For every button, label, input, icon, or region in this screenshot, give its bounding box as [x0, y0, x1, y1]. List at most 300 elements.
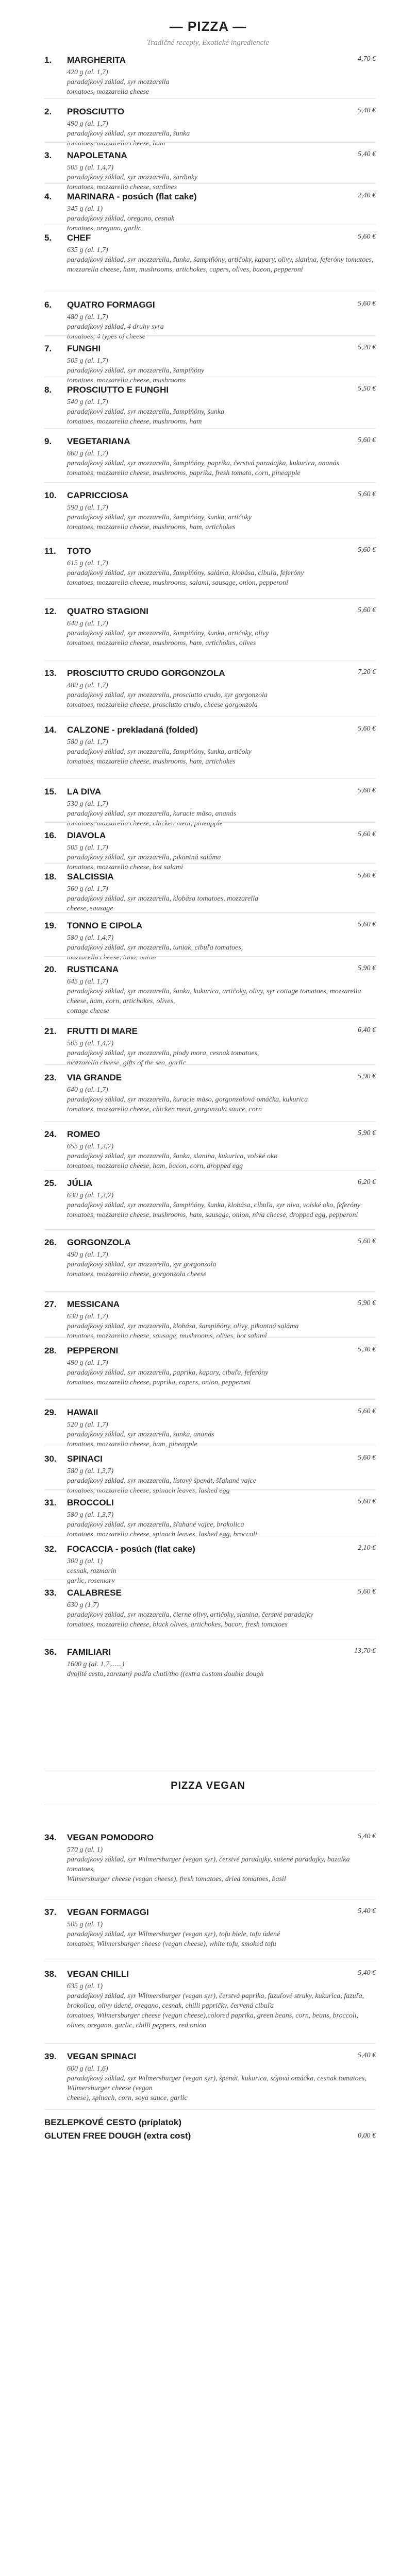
- menu-item: [0, 232, 416, 275]
- menu-item-description-sk: paradajkový základ, syr mozzarella, šampiňóny, šunka, artičoky, olivy: [67, 630, 269, 637]
- menu-item-description-sk: paradajkový základ, syr mozzarella, šunka, šampiňóny, artičoky, kapary, olivy, slanina, feferóny tomatoes,: [67, 256, 374, 264]
- menu-item-weight: 540 g (al. 1,7): [67, 398, 108, 406]
- menu-item-name: TOTO: [67, 546, 91, 556]
- menu-item-price: 5,60 €: [358, 1498, 376, 1505]
- menu-item-description-sk: paradajkový základ, syr mozzarella, tuniak, cibuľa tomatoes,: [67, 944, 243, 952]
- menu-item-price: 5,20 €: [358, 344, 376, 351]
- menu-item-number: 6.: [44, 300, 52, 310]
- menu-item-price: 5,60 €: [358, 831, 376, 838]
- menu-item: [0, 605, 416, 648]
- menu-item: [0, 149, 416, 192]
- menu-item-description-sk: paradajkový základ, syr mozzarella, šampiňóny, saláma, klobása, cibuľa, feferóny: [67, 569, 304, 577]
- menu-item-description-en: tomatoes, mozzarella cheese, gorgonzola cheese: [67, 1270, 207, 1278]
- menu-item-description-en: tomatoes, mozzarella cheese, spinach leaves, lashed egg: [67, 1487, 230, 1495]
- menu-item-name: VEGETARIANA: [67, 436, 130, 446]
- menu-item-head: [44, 963, 376, 976]
- menu-item-description-sk: paradajkový základ, syr Wilmersburger (vegan syr), tofu biele, tofu údené: [67, 1930, 280, 1938]
- menu-item-description-en: tomatoes, mozzarella cheese, paprika, capers, onion, pepperoni: [67, 1379, 251, 1386]
- menu-item-name: CHEF: [67, 233, 91, 243]
- menu-item-price: 5,60 €: [358, 921, 376, 928]
- menu-item-price: 5,60 €: [358, 1454, 376, 1462]
- menu-item-weight: 490 g (al. 1,7): [67, 120, 108, 128]
- menu-item-number: 24.: [44, 1129, 57, 1139]
- menu-item-name: FOCACCIA - posúch (flat cake): [67, 1544, 195, 1554]
- menu-item-description-sk: paradajkový základ, syr mozzarella, šampiňóny, šunka: [67, 408, 225, 416]
- menu-item-description-en: tomatoes, mozzarella cheese, sardines: [67, 183, 177, 191]
- menu-item-price: 4,70 €: [358, 55, 376, 63]
- menu-item-weight: 640 g (al. 1,7): [67, 1086, 108, 1094]
- menu-item-price: 2,10 €: [358, 1544, 376, 1552]
- menu-item-name: NAPOLETANA: [67, 150, 127, 160]
- menu-item-head: [44, 191, 376, 203]
- menu-item-weight: 560 g (al. 1,7): [67, 885, 108, 893]
- menu-item-weight: 490 g (al. 1,7): [67, 1251, 108, 1259]
- menu-item-number: 18.: [44, 872, 57, 882]
- menu-item-price: 5,90 €: [358, 1299, 376, 1307]
- gluten-free-label-sk: BEZLEPKOVÉ CESTO (príplatok): [44, 2117, 182, 2127]
- menu-item: [0, 1128, 416, 1171]
- menu-item-description-en: tomatoes, mozzarella cheese, mushrooms, ham: [67, 418, 202, 426]
- item-divider: [44, 482, 376, 483]
- menu-item-description-en: tomatoes, Wilmersburger cheese (vegan cheese), white tofu, smoked tofu: [67, 1940, 276, 1948]
- menu-item-description-en: mozzarella cheese, gifts of the sea, garlic: [67, 1059, 186, 1067]
- menu-item-number: 23.: [44, 1073, 57, 1082]
- menu-item-price: 5,60 €: [358, 606, 376, 614]
- menu-item-weight: 520 g (al. 1,7): [67, 1421, 108, 1429]
- menu-item-description-en: tomatoes, mozzarella cheese, mushrooms, ham, sausage, onion, niva cheese, dropped egg, pepperoni: [67, 1211, 358, 1219]
- menu-item: [0, 191, 416, 233]
- vegan-section-title: PIZZA VEGAN: [171, 1780, 245, 1791]
- menu-item-description-sk: paradajkový základ, syr Wilmersburger (vegan syr), čerstvá paprika, fazuľové struky, kukurica, fazuľa, brokolica, olivy údené, oregano, cesnak, chilli papričky, červená cibuľa: [67, 1992, 364, 2010]
- menu-item: [0, 1345, 416, 1387]
- menu-item-weight: 580 g (al. 1,4,7): [67, 934, 114, 942]
- menu-item: [0, 963, 416, 1016]
- menu-item-number: 16.: [44, 831, 57, 840]
- menu-item-price: 2,40 €: [358, 192, 376, 199]
- menu-item-price: 5,90 €: [358, 1129, 376, 1137]
- item-divider: [44, 956, 376, 957]
- menu-item-head: [44, 545, 376, 557]
- menu-item-weight: 635 g (al. 1,7): [67, 246, 108, 254]
- menu-item-description-sk: paradajkový základ, oregano, cesnak: [67, 215, 175, 223]
- menu-item-number: 4.: [44, 192, 52, 201]
- menu-item-name: VEGAN CHILLI: [67, 1969, 129, 1979]
- menu-subtitle: Tradičné recepty, Exotické ingrediencie: [146, 39, 270, 47]
- menu-item-number: 25.: [44, 1178, 57, 1188]
- menu-item-name: MARGHERITA: [67, 55, 126, 65]
- item-divider: [44, 2109, 376, 2110]
- menu-item-head: [44, 1453, 376, 1465]
- item-divider: [44, 863, 376, 864]
- menu-item-description-sk: paradajkový základ, syr mozzarella, šunka, ananás: [67, 1431, 214, 1438]
- menu-item-number: 27.: [44, 1299, 57, 1309]
- menu-item-description-en: dvojité cesto, zarezaný podľa chuti/tho ((extra custom double dough: [67, 1670, 264, 1678]
- menu-item-head: [44, 1072, 376, 1084]
- menu-item-description-en: tomatoes, mozzarella cheese, sausage, mushrooms, olives, hot salami: [67, 1332, 267, 1340]
- menu-item-weight: 640 g (al. 1,7): [67, 620, 108, 628]
- menu-item-head: [44, 786, 376, 798]
- menu-item-weight: 645 g (al. 1,7): [67, 978, 108, 986]
- menu-item-weight: 630 g (1,7): [67, 1601, 99, 1609]
- menu-item-weight: 505 g (al. 1,4,7): [67, 1040, 114, 1047]
- menu-item-price: 5,60 €: [358, 725, 376, 733]
- menu-item-number: 34.: [44, 1833, 57, 1842]
- menu-item-name: QUATRO STAGIONI: [67, 606, 149, 616]
- gluten-free-label-en: GLUTEN FREE DOUGH (extra cost): [44, 2131, 191, 2141]
- menu-item-description-sk: paradajkový základ, syr mozzarella, čierne olivy, artičoky, slanina, čerstvé paradajky: [67, 1611, 313, 1619]
- menu-item-price: 5,40 €: [358, 1907, 376, 1915]
- menu-item: [0, 1406, 416, 1449]
- item-divider: [44, 1121, 376, 1122]
- menu-item-name: ROMEO: [67, 1129, 101, 1139]
- menu-item: [0, 54, 416, 97]
- menu-item-head: [44, 829, 376, 842]
- menu-item-price: 5,60 €: [358, 1408, 376, 1415]
- menu-item-price: 13,70 €: [354, 1647, 376, 1655]
- menu-item-price: 5,40 €: [358, 150, 376, 158]
- menu-item-weight: 580 g (al. 1,3,7): [67, 1511, 114, 1519]
- menu-item-head: [44, 1025, 376, 1038]
- menu-item: [0, 1646, 416, 1679]
- menu-item-description-en: Wilmersburger cheese (vegan cheese), fresh tomatoes, dried tomatoes, basil: [67, 1875, 286, 1883]
- menu-item-number: 33.: [44, 1588, 57, 1598]
- menu-item-weight: 635 g (al. 1): [67, 1982, 103, 1990]
- menu-item-description-sk: paradajkový základ, syr mozzarella, syr gorgonzola: [67, 1261, 217, 1268]
- item-divider: [44, 778, 376, 779]
- menu-item-description-en: tomatoes, mozzarella cheese, mushrooms, ham, artichokes: [67, 758, 236, 766]
- menu-item: [0, 724, 416, 767]
- menu-item-price: 5,60 €: [358, 872, 376, 879]
- menu-item-number: 37.: [44, 1907, 57, 1917]
- menu-item-description-sk: paradajkový základ, syr mozzarella, šampiňóny, paprika, čerstvá paradajka, kukurica, ananás: [67, 460, 339, 467]
- menu-item: [0, 1587, 416, 1630]
- menu-item-name: CALZONE - prekladaná (folded): [67, 725, 198, 735]
- menu-item-description-sk: paradajkový základ, syr mozzarella, šunka, kukurica, artičoky, olivy, syr cottage tomatoes, mozzarella cheese, ham, corn, artichokes, olives,: [67, 988, 361, 1005]
- menu-item-price: 5,60 €: [358, 233, 376, 241]
- menu-item-weight: 505 g (al. 1,7): [67, 844, 108, 852]
- menu-item-head: [44, 2050, 376, 2063]
- menu-item-number: 5.: [44, 233, 52, 243]
- menu-item-price: 5,60 €: [358, 1238, 376, 1245]
- menu-item-description-en: garlic, rosemary: [67, 1577, 115, 1585]
- menu-item-description-sk: paradajkový základ, syr mozzarella, sardinky: [67, 174, 198, 181]
- menu-item-description-sk: paradajkový základ, syr mozzarella, šampiňóny, šunka, artičoky: [67, 748, 252, 756]
- item-divider: [44, 142, 376, 143]
- item-divider: [44, 1018, 376, 1019]
- menu-item-description-en: tomatoes, mozzarella cheese, mushrooms, paprika, fresh tomato, corn, pineapple: [67, 469, 301, 477]
- menu-item-name: SALCISSIA: [67, 872, 114, 882]
- menu-item-head: [44, 384, 376, 396]
- menu-item: [0, 2050, 416, 2103]
- menu-item-number: 12.: [44, 606, 57, 616]
- menu-item: [0, 435, 416, 478]
- menu-item-head: [44, 1298, 376, 1311]
- menu-item-name: CAPRICCIOSA: [67, 490, 129, 500]
- menu-item: [0, 871, 416, 913]
- menu-item-name: VEGAN SPINACI: [67, 2052, 137, 2061]
- menu-item-description-en: tomatoes, mozzarella cheese, black olives, artichokes, bacon, fresh tomatoes: [67, 1621, 288, 1629]
- menu-item-description-en: tomatoes, mozzarella cheese, ham, pineapple: [67, 1440, 197, 1448]
- menu-item-name: HAWAII: [67, 1408, 98, 1417]
- menu-item-weight: 630 g (al. 1,3,7): [67, 1192, 114, 1199]
- menu-item-price: 5,60 €: [358, 490, 376, 498]
- menu-item-number: 39.: [44, 2052, 57, 2061]
- menu-item-name: FUNGHI: [67, 344, 101, 353]
- menu-item-name: BROCCOLI: [67, 1498, 114, 1507]
- menu-item: [0, 545, 416, 588]
- menu-item-name: PROSCIUTTO CRUDO GORGONZOLA: [67, 668, 225, 678]
- menu-item-description-en: tomatoes, mozzarella cheese, chicken meat, pineapple: [67, 820, 223, 827]
- menu-item-description-en: tomatoes, oregano, garlic: [67, 225, 142, 232]
- item-divider: [44, 1229, 376, 1230]
- item-divider: [44, 1170, 376, 1171]
- menu-item-description-sk: paradajkový základ, syr mozzarella, šampiňóny: [67, 367, 205, 375]
- menu-item-name: LA DIVA: [67, 787, 102, 796]
- gluten-free-price: 0,00 €: [358, 2132, 376, 2140]
- menu-item-number: 38.: [44, 1969, 57, 1979]
- item-divider: [44, 822, 376, 823]
- menu-item: [0, 1906, 416, 1949]
- menu-item-head: [44, 343, 376, 355]
- menu-item-price: 6,40 €: [358, 1026, 376, 1034]
- menu-item-head: [44, 605, 376, 618]
- menu-item-weight: 480 g (al. 1,7): [67, 313, 108, 321]
- menu-item-weight: 1600 g (al. 1,7,......): [67, 1660, 125, 1668]
- menu-item-number: 8.: [44, 385, 52, 395]
- menu-item: [0, 343, 416, 385]
- menu-item-description-en: tomatoes, mozzarella cheese, spinach leaves, lashed egg, broccoli: [67, 1531, 257, 1538]
- menu-item-head: [44, 489, 376, 502]
- menu-item-description-sk: paradajkový základ, syr mozzarella, pikantná saláma: [67, 854, 221, 861]
- menu-item-number: 10.: [44, 490, 57, 500]
- menu-item-head: [44, 232, 376, 244]
- item-divider: [44, 1399, 376, 1400]
- menu-item-price: 5,90 €: [358, 1073, 376, 1080]
- item-divider: [44, 1489, 376, 1490]
- menu-item-head: [44, 1587, 376, 1599]
- menu-item-description-sk: paradajkový základ, syr mozzarella, kuracie mäso, ananás: [67, 810, 237, 818]
- menu-item-number: 29.: [44, 1408, 57, 1417]
- menu-item-price: 5,50 €: [358, 385, 376, 393]
- item-divider: [44, 335, 376, 336]
- menu-item-weight: 345 g (al. 1): [67, 205, 103, 213]
- menu-item-name: DIAVOLA: [67, 831, 106, 840]
- menu-item-number: 31.: [44, 1498, 57, 1507]
- menu-item-number: 13.: [44, 668, 57, 678]
- menu-item-head: [44, 1345, 376, 1357]
- menu-item-description-en: tomatoes, mozzarella cheese, mushrooms, salami, sausage, onion, pepperoni: [67, 579, 288, 587]
- menu-item-description-sk: paradajkový základ, syr mozzarella, šunka: [67, 130, 190, 138]
- menu-item-price: 5,30 €: [358, 1346, 376, 1353]
- menu-item-head: [44, 299, 376, 311]
- menu-item-number: 20.: [44, 964, 57, 974]
- menu-item-weight: 590 g (al. 1,7): [67, 504, 108, 512]
- menu-item-weight: 505 g (al. 1): [67, 1921, 103, 1928]
- menu-item-head: [44, 1832, 376, 1844]
- item-divider: [44, 1337, 376, 1338]
- item-divider: [44, 912, 376, 913]
- menu-item-description-sk: paradajkový základ, syr mozzarella, šľahané vajce, brokolica: [67, 1521, 244, 1529]
- item-divider: [44, 1291, 376, 1292]
- menu-item-description-en: cheese), spinach, corn, soya sauce, garlic: [67, 2094, 188, 2102]
- menu-item-number: 7.: [44, 344, 52, 353]
- menu-item-head: [44, 667, 376, 680]
- menu-item-weight: 505 g (al. 1,7): [67, 357, 108, 365]
- menu-item-head: [44, 149, 376, 162]
- menu-item-price: 5,40 €: [358, 1833, 376, 1840]
- menu-item-head: [44, 1906, 376, 1919]
- menu-item-head: [44, 54, 376, 66]
- menu-item-weight: 630 g (al. 1,7): [67, 1313, 108, 1320]
- menu-item: [0, 384, 416, 427]
- menu-item-price: 5,90 €: [358, 964, 376, 972]
- menu-item-name: GORGONZOLA: [67, 1238, 131, 1247]
- menu-item-number: 1.: [44, 55, 52, 65]
- menu-item-head: [44, 1497, 376, 1509]
- menu-item-head: [44, 1177, 376, 1190]
- menu-item-price: 5,40 €: [358, 1969, 376, 1977]
- menu-title: — PIZZA —: [169, 19, 247, 34]
- menu-item-description-sk: paradajkový základ, syr mozzarella, plody mora, cesnak tomatoes,: [67, 1049, 259, 1057]
- menu-item-price: 5,60 €: [358, 300, 376, 308]
- menu-item: [0, 1832, 416, 1884]
- menu-item-description-sk: paradajkový základ, syr mozzarella, šampiňóny, šunka, artičoky: [67, 514, 252, 521]
- item-divider: [44, 98, 376, 99]
- menu-item-weight: 505 g (al. 1,4,7): [67, 164, 114, 172]
- menu-item-name: PROSCIUTTO: [67, 107, 125, 116]
- menu-item-description-en: tomatoes, mozzarella cheese, chicken meat, gorgonzola sauce, corn: [67, 1106, 262, 1113]
- menu-item: [0, 667, 416, 710]
- menu-item-number: 11.: [44, 546, 56, 556]
- menu-item-number: 36.: [44, 1647, 57, 1657]
- menu-item-price: 7,20 €: [358, 668, 376, 676]
- menu-item-description-sk: paradajkový základ, syr mozzarella, listový špenát, šľahané vajce: [67, 1477, 256, 1485]
- menu-item-name: FRUTTI DI MARE: [67, 1026, 138, 1036]
- menu-item-description-en: tomatoes, mozzarella cheese, ham, bacon, corn, dropped egg: [67, 1162, 243, 1170]
- menu-item-number: 30.: [44, 1454, 57, 1464]
- menu-item: [0, 489, 416, 532]
- menu-item-price: 5,60 €: [358, 787, 376, 794]
- menu-item-name: PEPPERONI: [67, 1346, 119, 1355]
- menu-item-head: [44, 871, 376, 883]
- menu-item: [0, 1072, 416, 1114]
- menu-item-name: QUATRO FORMAGGI: [67, 300, 155, 310]
- menu-item-price: 5,60 €: [358, 1588, 376, 1596]
- item-divider: [44, 1899, 376, 1900]
- menu-item-description-en: mozzarella cheese, ham, mushrooms, artichokes, capers, olives, bacon, pepperoni: [67, 266, 303, 274]
- menu-item-description-en: tomatoes, 4 types of cheese: [67, 333, 146, 341]
- menu-item-name: RUSTICANA: [67, 964, 119, 974]
- menu-item-head: [44, 920, 376, 932]
- menu-item-head: [44, 1646, 376, 1658]
- menu-item-weight: 580 g (al. 1,3,7): [67, 1467, 114, 1475]
- menu-item-number: 15.: [44, 787, 57, 796]
- item-divider: [44, 428, 376, 429]
- menu-item-name: PROSCIUTTO E FUNGHI: [67, 385, 169, 395]
- menu-item-description-sk: paradajkový základ, syr mozzarella, klobása tomatoes, mozzarella: [67, 895, 259, 903]
- menu-item-description-sk: paradajkový základ, syr mozzarella, kuracie mäso, gorgonzolová omáčka, kukurica: [67, 1096, 308, 1104]
- menu-item-name: MARINARA - posúch (flat cake): [67, 192, 197, 201]
- menu-item-number: 32.: [44, 1544, 57, 1554]
- menu-item-description-en: tomatoes, mozzarella cheese, prosciutto crudo, cheese gorgonzola: [67, 701, 258, 709]
- menu-item-weight: 300 g (al. 1): [67, 1557, 103, 1565]
- menu-item-description-sk: paradajkový základ, syr mozzarella, šunka, slanina, kukurica, volské oko: [67, 1153, 278, 1160]
- menu-item-number: 26.: [44, 1238, 57, 1247]
- menu-item-head: [44, 1968, 376, 1980]
- menu-item-weight: 660 g (al. 1,7): [67, 450, 108, 457]
- menu-item: [0, 1298, 416, 1341]
- menu-item: [0, 1025, 416, 1068]
- menu-item-price: 5,60 €: [358, 436, 376, 444]
- menu-item-name: JÚLIA: [67, 1178, 93, 1188]
- menu-item-description-en: tomatoes, mozzarella cheese, mushrooms, ham, artichokes, olives: [67, 639, 256, 647]
- menu-item-weight: 655 g (al. 1,3,7): [67, 1143, 114, 1150]
- menu-item: [0, 1497, 416, 1539]
- menu-item-weight: 490 g (al. 1,7): [67, 1359, 108, 1367]
- item-divider: [44, 1064, 376, 1065]
- menu-item-description-en: tomatoes, mozzarella cheese, ham: [67, 140, 165, 147]
- menu-item-number: 28.: [44, 1346, 57, 1355]
- menu-item-weight: 600 g (al. 1,6): [67, 2065, 108, 2073]
- menu-item-number: 19.: [44, 921, 57, 930]
- menu-item-description-en: tomatoes, mozzarella cheese, mushrooms, ham, artichokes: [67, 523, 236, 531]
- menu-item-number: 21.: [44, 1026, 57, 1036]
- menu-item-description-sk: paradajkový základ, 4 druhy syra: [67, 323, 164, 331]
- menu-item-name: SPINACI: [67, 1454, 103, 1464]
- menu-item-head: [44, 106, 376, 118]
- menu-item-number: 14.: [44, 725, 57, 735]
- menu-item-head: [44, 1128, 376, 1141]
- menu-item-weight: 480 g (al. 1,7): [67, 682, 108, 689]
- menu-item-price: 5,60 €: [358, 546, 376, 554]
- menu-item-description-sk: paradajkový základ, syr mozzarella: [67, 78, 170, 86]
- menu-item-weight: 570 g (al. 1): [67, 1846, 103, 1854]
- menu-item-description-en: tomatoes, Wilmersburger cheese (vegan cheese),colored paprika, green beans, corn, beans, broccoli, olives, oregano, garlic, chilli peppers, red onion: [67, 2012, 359, 2029]
- menu-item-description-en: mozzarella cheese, tuna, onion: [67, 954, 156, 961]
- menu-item-name: VIA GRANDE: [67, 1073, 122, 1082]
- menu-item-description-en: tomatoes, mozzarella cheese, hot salami: [67, 863, 184, 871]
- menu-item-head: [44, 1236, 376, 1249]
- menu-item-description-sk: cesnak, rozmarín: [67, 1567, 117, 1575]
- menu-item-weight: 580 g (al. 1,7): [67, 738, 108, 746]
- menu-header: [0, 0, 416, 47]
- menu-item-price: 5,40 €: [358, 107, 376, 114]
- menu-item-number: 2.: [44, 107, 52, 116]
- menu-item-name: FAMILIARI: [67, 1647, 111, 1657]
- menu-item-weight: 530 g (al. 1,7): [67, 800, 108, 808]
- menu-item-head: [44, 724, 376, 736]
- menu-item: [0, 829, 416, 872]
- menu-item-weight: 615 g (al. 1,7): [67, 560, 108, 567]
- menu-item-name: TONNO E CIPOLA: [67, 921, 143, 930]
- menu-item: [0, 1236, 416, 1279]
- menu-item-price: 6,20 €: [358, 1178, 376, 1186]
- menu-item-head: [44, 435, 376, 448]
- menu-item-name: VEGAN FORMAGGI: [67, 1907, 149, 1917]
- menu-item-head: [44, 1406, 376, 1419]
- menu-item-description-en: cheese, sausage: [67, 905, 113, 912]
- menu-item-name: MESSICANA: [67, 1299, 120, 1309]
- menu-item-description-sk: paradajkový základ, syr mozzarella, prosciutto crudo, syr gorgonzola: [67, 691, 268, 699]
- item-divider: [44, 183, 376, 184]
- menu-item: [0, 1968, 416, 2030]
- menu-item-description-sk: paradajkový základ, syr mozzarella, klobása, šampiňóny, olivy, pikantná saláma: [67, 1323, 299, 1330]
- menu-item-description-sk: paradajkový základ, syr Wilmersburger (vegan syr), špenát, kukurica, sójová omáčka, cesnak tomatoes, Wilmersburger cheese (vegan: [67, 2075, 367, 2092]
- menu-item-description-en: cottage cheese: [67, 1007, 110, 1015]
- menu-item-number: 9.: [44, 436, 52, 446]
- menu-item-description-sk: paradajkový základ, syr Wilmersburger (vegan syr), čerstvé paradajky, sušené paradajky, bazalka tomatoes,: [67, 1856, 350, 1873]
- menu-item-number: 3.: [44, 150, 52, 160]
